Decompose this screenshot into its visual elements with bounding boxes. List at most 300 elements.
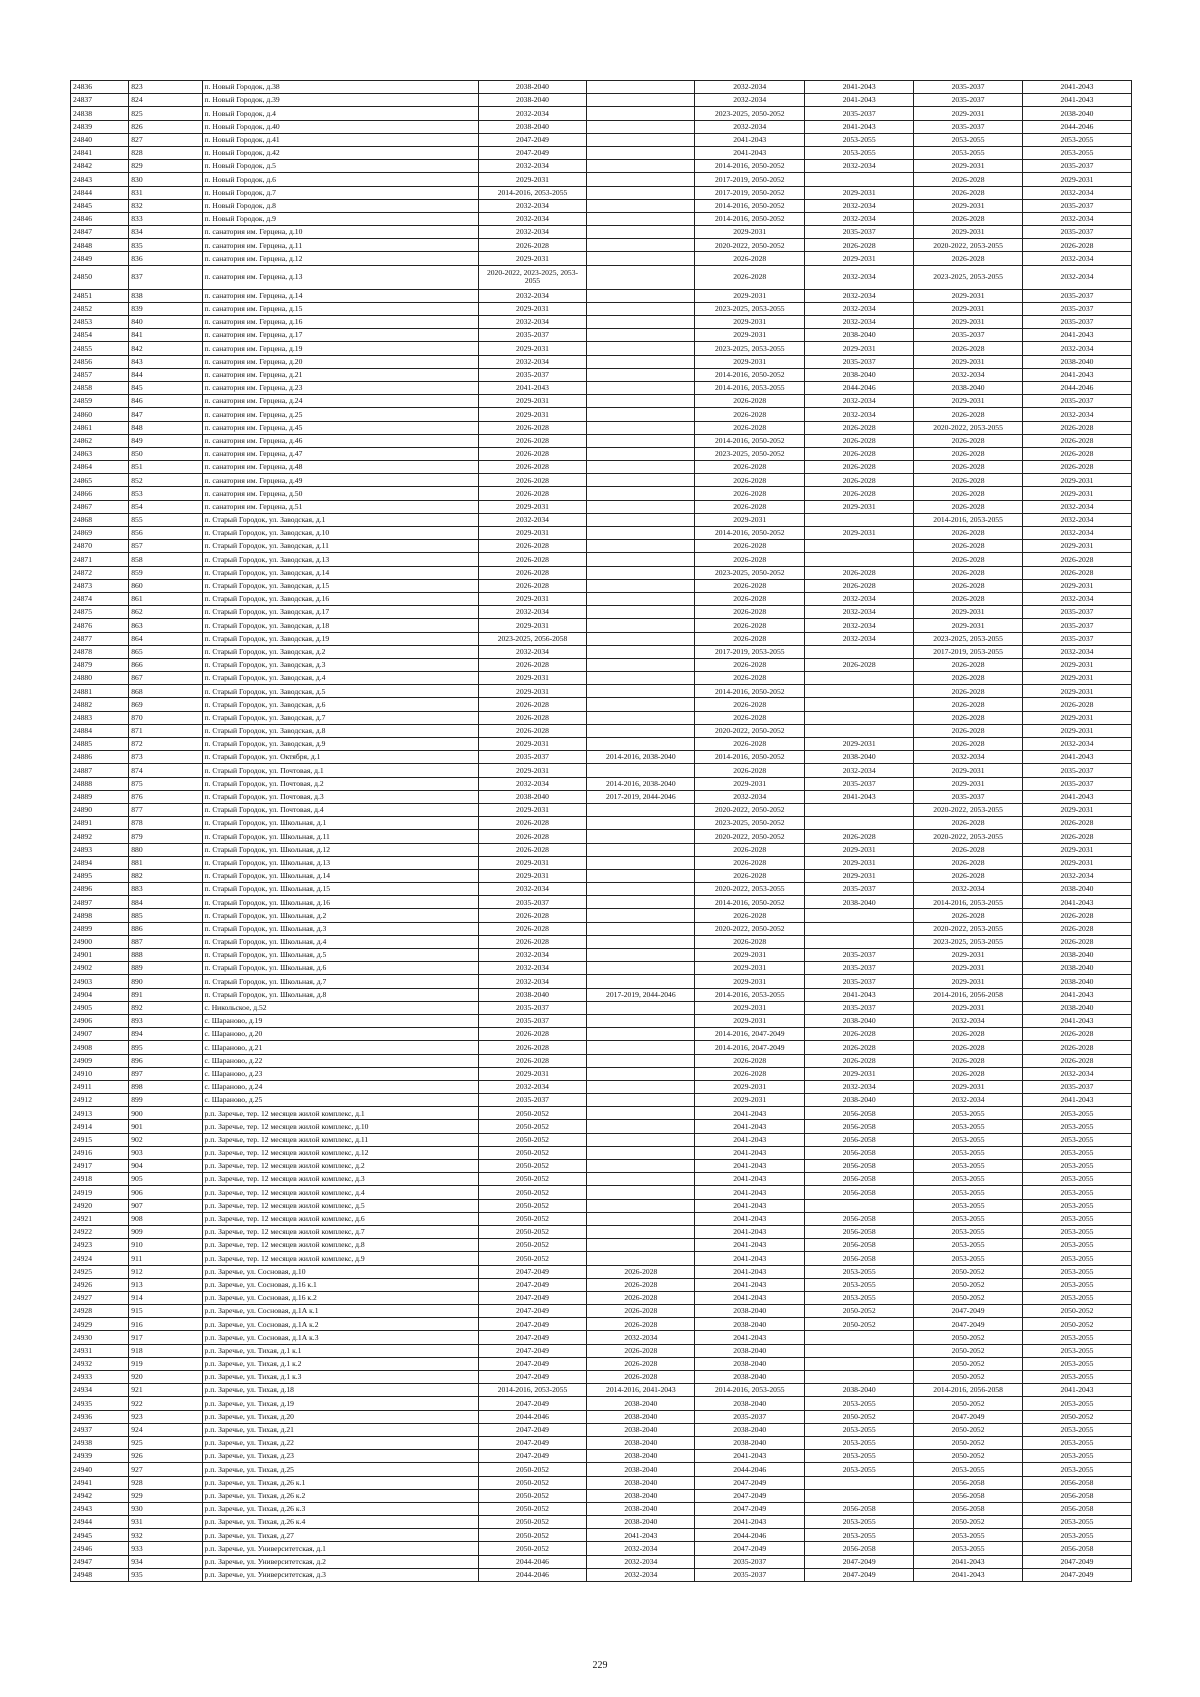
period-6-cell: 2041-2043 xyxy=(1023,81,1132,94)
period-2-cell xyxy=(587,487,695,500)
period-5-cell: 2050-2052 xyxy=(914,1423,1023,1436)
item-number-cell: 922 xyxy=(129,1397,202,1410)
address-cell: п. Старый Городок, ул. Заводская, д.11 xyxy=(202,540,478,553)
period-1-cell: 2026-2028 xyxy=(478,1054,587,1067)
period-5-cell: 2053-2055 xyxy=(914,1120,1023,1133)
item-number-cell: 903 xyxy=(129,1146,202,1159)
period-1-cell: 2047-2049 xyxy=(478,1305,587,1318)
item-number-cell: 861 xyxy=(129,592,202,605)
period-1-cell: 2032-2034 xyxy=(478,199,587,212)
item-number-cell: 891 xyxy=(129,988,202,1001)
period-3-cell: 2047-2049 xyxy=(695,1502,805,1515)
address-cell: п. Старый Городок, ул. Школьная, д.2 xyxy=(202,909,478,922)
period-1-cell: 2029-2031 xyxy=(478,592,587,605)
row-id-cell: 24937 xyxy=(71,1423,129,1436)
period-3-cell: 2014-2016, 2053-2055 xyxy=(695,988,805,1001)
row-id-cell: 24912 xyxy=(71,1094,129,1107)
period-2-cell xyxy=(587,606,695,619)
address-cell: р.п. Заречье, ул. Тихая, д.22 xyxy=(202,1436,478,1449)
row-id-cell: 24859 xyxy=(71,395,129,408)
address-cell: п. санатория им. Герцена, д.25 xyxy=(202,408,478,421)
address-cell: п. санатория им. Герцена, д.23 xyxy=(202,381,478,394)
period-5-cell: 2035-2037 xyxy=(914,329,1023,342)
table-row xyxy=(71,107,1132,120)
period-3-cell: 2041-2043 xyxy=(695,1331,805,1344)
row-id-cell: 24863 xyxy=(71,447,129,460)
table-row xyxy=(71,777,1132,790)
row-id-cell: 24911 xyxy=(71,1080,129,1093)
row-id-cell: 24873 xyxy=(71,579,129,592)
period-2-cell xyxy=(587,540,695,553)
table-row xyxy=(71,579,1132,592)
table-row xyxy=(71,1436,1132,1449)
period-4-cell: 2056-2058 xyxy=(805,1225,914,1238)
row-id-cell: 24850 xyxy=(71,265,129,289)
address-cell: р.п. Заречье, ул. Тихая, д.26 к.2 xyxy=(202,1489,478,1502)
period-4-cell: 2056-2058 xyxy=(805,1160,914,1173)
item-number-cell: 923 xyxy=(129,1410,202,1423)
item-number-cell: 906 xyxy=(129,1186,202,1199)
period-2-cell xyxy=(587,1133,695,1146)
address-cell: п. Старый Городок, ул. Заводская, д.6 xyxy=(202,698,478,711)
period-6-cell: 2041-2043 xyxy=(1023,751,1132,764)
period-4-cell: 2038-2040 xyxy=(805,1094,914,1107)
address-cell: п. Новый Городок, д.38 xyxy=(202,81,478,94)
period-5-cell: 2035-2037 xyxy=(914,81,1023,94)
period-6-cell: 2029-2031 xyxy=(1023,173,1132,186)
period-6-cell: 2026-2028 xyxy=(1023,461,1132,474)
period-4-cell: 2029-2031 xyxy=(805,527,914,540)
address-cell: р.п. Заречье, тер. 12 месяцев жилой комплекс, д.9 xyxy=(202,1252,478,1265)
period-5-cell: 2056-2058 xyxy=(914,1489,1023,1502)
row-id-cell: 24854 xyxy=(71,329,129,342)
row-id-cell: 24852 xyxy=(71,302,129,315)
item-number-cell: 893 xyxy=(129,1014,202,1027)
period-5-cell: 2020-2022, 2053-2055 xyxy=(914,830,1023,843)
period-6-cell: 2053-2055 xyxy=(1023,1529,1132,1542)
period-2-cell xyxy=(587,592,695,605)
row-id-cell: 24910 xyxy=(71,1067,129,1080)
period-3-cell: 2029-2031 xyxy=(695,1094,805,1107)
period-6-cell: 2032-2034 xyxy=(1023,265,1132,289)
period-2-cell xyxy=(587,160,695,173)
period-2-cell xyxy=(587,226,695,239)
item-number-cell: 915 xyxy=(129,1305,202,1318)
address-cell: п. санатория им. Герцена, д.12 xyxy=(202,252,478,265)
period-1-cell: 2014-2016, 2053-2055 xyxy=(478,1384,587,1397)
row-id-cell: 24906 xyxy=(71,1014,129,1027)
period-1-cell: 2050-2052 xyxy=(478,1212,587,1225)
period-3-cell: 2017-2019, 2050-2052 xyxy=(695,186,805,199)
row-id-cell: 24841 xyxy=(71,146,129,159)
table-row xyxy=(71,421,1132,434)
period-3-cell: 2023-2025, 2053-2055 xyxy=(695,302,805,315)
item-number-cell: 921 xyxy=(129,1384,202,1397)
period-4-cell: 2026-2028 xyxy=(805,1041,914,1054)
period-2-cell xyxy=(587,434,695,447)
period-4-cell: 2053-2055 xyxy=(805,1423,914,1436)
table-row xyxy=(71,316,1132,329)
address-cell: п. Старый Городок, ул. Заводская, д.4 xyxy=(202,672,478,685)
period-6-cell: 2053-2055 xyxy=(1023,1265,1132,1278)
row-id-cell: 24862 xyxy=(71,434,129,447)
period-2-cell xyxy=(587,1160,695,1173)
period-4-cell: 2050-2052 xyxy=(805,1305,914,1318)
period-1-cell: 2044-2046 xyxy=(478,1555,587,1568)
table-row xyxy=(71,1054,1132,1067)
period-6-cell: 2038-2040 xyxy=(1023,883,1132,896)
period-6-cell: 2035-2037 xyxy=(1023,777,1132,790)
table-row xyxy=(71,1265,1132,1278)
period-5-cell: 2053-2055 xyxy=(914,1146,1023,1159)
table-row xyxy=(71,724,1132,737)
address-cell: р.п. Заречье, ул. Тихая, д.1 к.3 xyxy=(202,1371,478,1384)
period-4-cell xyxy=(805,935,914,948)
address-cell: п. Старый Городок, ул. Школьная, д.14 xyxy=(202,869,478,882)
period-2-cell: 2038-2040 xyxy=(587,1410,695,1423)
period-4-cell: 2044-2046 xyxy=(805,381,914,394)
table-row xyxy=(71,1239,1132,1252)
period-3-cell: 2038-2040 xyxy=(695,1357,805,1370)
period-6-cell: 2029-2031 xyxy=(1023,672,1132,685)
period-1-cell: 2020-2022, 2023-2025, 2053-2055 xyxy=(478,265,587,289)
row-id-cell: 24882 xyxy=(71,698,129,711)
address-cell: р.п. Заречье, ул. Сосновая, д.1А к.1 xyxy=(202,1305,478,1318)
row-id-cell: 24923 xyxy=(71,1239,129,1252)
period-4-cell: 2035-2037 xyxy=(805,962,914,975)
period-5-cell: 2047-2049 xyxy=(914,1305,1023,1318)
item-number-cell: 924 xyxy=(129,1423,202,1436)
period-2-cell xyxy=(587,830,695,843)
period-3-cell: 2035-2037 xyxy=(695,1555,805,1568)
table-row xyxy=(71,1107,1132,1120)
row-id-cell: 24839 xyxy=(71,120,129,133)
address-cell: п. санатория им. Герцена, д.24 xyxy=(202,395,478,408)
period-1-cell: 2038-2040 xyxy=(478,790,587,803)
item-number-cell: 837 xyxy=(129,265,202,289)
period-3-cell: 2026-2028 xyxy=(695,474,805,487)
period-2-cell xyxy=(587,252,695,265)
address-cell: п. Старый Городок, ул. Заводская, д.15 xyxy=(202,579,478,592)
table-row xyxy=(71,1291,1132,1304)
period-2-cell: 2041-2043 xyxy=(587,1529,695,1542)
period-6-cell: 2053-2055 xyxy=(1023,1331,1132,1344)
period-6-cell: 2029-2031 xyxy=(1023,579,1132,592)
table-row xyxy=(71,1450,1132,1463)
row-id-cell: 24938 xyxy=(71,1436,129,1449)
period-6-cell: 2029-2031 xyxy=(1023,803,1132,816)
period-5-cell: 2056-2058 xyxy=(914,1502,1023,1515)
period-1-cell: 2032-2034 xyxy=(478,949,587,962)
period-6-cell: 2053-2055 xyxy=(1023,1225,1132,1238)
item-number-cell: 919 xyxy=(129,1357,202,1370)
period-3-cell: 2044-2046 xyxy=(695,1529,805,1542)
period-2-cell xyxy=(587,883,695,896)
address-cell: р.п. Заречье, тер. 12 месяцев жилой комплекс, д.10 xyxy=(202,1120,478,1133)
period-2-cell xyxy=(587,120,695,133)
table-row xyxy=(71,1173,1132,1186)
item-number-cell: 859 xyxy=(129,566,202,579)
period-1-cell: 2026-2028 xyxy=(478,461,587,474)
period-1-cell: 2026-2028 xyxy=(478,474,587,487)
period-1-cell: 2050-2052 xyxy=(478,1186,587,1199)
period-2-cell xyxy=(587,1094,695,1107)
period-5-cell: 2029-2031 xyxy=(914,949,1023,962)
address-cell: п. Старый Городок, ул. Школьная, д.4 xyxy=(202,935,478,948)
period-1-cell: 2047-2049 xyxy=(478,1436,587,1449)
row-id-cell: 24888 xyxy=(71,777,129,790)
period-5-cell: 2029-2031 xyxy=(914,777,1023,790)
period-3-cell: 2029-2031 xyxy=(695,329,805,342)
row-id-cell: 24902 xyxy=(71,962,129,975)
address-cell: р.п. Заречье, ул. Тихая, д.1 к.1 xyxy=(202,1344,478,1357)
period-1-cell: 2038-2040 xyxy=(478,120,587,133)
period-6-cell: 2053-2055 xyxy=(1023,1423,1132,1436)
table-row xyxy=(71,632,1132,645)
period-4-cell: 2032-2034 xyxy=(805,212,914,225)
period-2-cell xyxy=(587,500,695,513)
period-4-cell: 2032-2034 xyxy=(805,408,914,421)
period-2-cell xyxy=(587,1146,695,1159)
period-6-cell: 2032-2034 xyxy=(1023,645,1132,658)
period-5-cell: 2026-2028 xyxy=(914,711,1023,724)
period-5-cell: 2029-2031 xyxy=(914,199,1023,212)
period-2-cell xyxy=(587,186,695,199)
item-number-cell: 852 xyxy=(129,474,202,487)
period-1-cell: 2032-2034 xyxy=(478,212,587,225)
item-number-cell: 931 xyxy=(129,1516,202,1529)
period-2-cell xyxy=(587,265,695,289)
row-id-cell: 24893 xyxy=(71,843,129,856)
period-6-cell: 2047-2049 xyxy=(1023,1555,1132,1568)
period-6-cell: 2035-2037 xyxy=(1023,289,1132,302)
period-1-cell: 2050-2052 xyxy=(478,1225,587,1238)
item-number-cell: 840 xyxy=(129,316,202,329)
period-5-cell: 2038-2040 xyxy=(914,381,1023,394)
row-id-cell: 24915 xyxy=(71,1133,129,1146)
period-3-cell: 2041-2043 xyxy=(695,1225,805,1238)
period-5-cell: 2029-2031 xyxy=(914,606,1023,619)
table-row xyxy=(71,1001,1132,1014)
period-4-cell: 2050-2052 xyxy=(805,1410,914,1423)
period-6-cell: 2029-2031 xyxy=(1023,724,1132,737)
address-cell: п. Новый Городок, д.41 xyxy=(202,133,478,146)
period-1-cell: 2029-2031 xyxy=(478,764,587,777)
table-row xyxy=(71,764,1132,777)
period-4-cell xyxy=(805,645,914,658)
table-row xyxy=(71,645,1132,658)
item-number-cell: 858 xyxy=(129,553,202,566)
item-number-cell: 905 xyxy=(129,1173,202,1186)
period-6-cell: 2056-2058 xyxy=(1023,1502,1132,1515)
table-row xyxy=(71,265,1132,289)
item-number-cell: 894 xyxy=(129,1028,202,1041)
period-4-cell: 2026-2028 xyxy=(805,830,914,843)
address-cell: р.п. Заречье, ул. Университетская, д.3 xyxy=(202,1568,478,1581)
period-6-cell: 2038-2040 xyxy=(1023,949,1132,962)
period-1-cell: 2032-2034 xyxy=(478,645,587,658)
period-2-cell xyxy=(587,645,695,658)
table-row xyxy=(71,922,1132,935)
address-cell: п. Старый Городок, ул. Школьная, д.11 xyxy=(202,830,478,843)
period-4-cell: 2032-2034 xyxy=(805,302,914,315)
row-id-cell: 24889 xyxy=(71,790,129,803)
row-id-cell: 24908 xyxy=(71,1041,129,1054)
table-row xyxy=(71,434,1132,447)
item-number-cell: 913 xyxy=(129,1278,202,1291)
period-6-cell: 2026-2028 xyxy=(1023,239,1132,252)
period-4-cell: 2032-2034 xyxy=(805,1080,914,1093)
period-2-cell xyxy=(587,909,695,922)
period-2-cell xyxy=(587,212,695,225)
period-5-cell: 2026-2028 xyxy=(914,540,1023,553)
address-cell: п. Старый Городок, ул. Почтовая, д.3 xyxy=(202,790,478,803)
period-4-cell: 2026-2028 xyxy=(805,239,914,252)
item-number-cell: 911 xyxy=(129,1252,202,1265)
period-4-cell: 2056-2058 xyxy=(805,1186,914,1199)
period-5-cell: 2029-2031 xyxy=(914,619,1023,632)
row-id-cell: 24927 xyxy=(71,1291,129,1304)
address-cell: с. Шараново, д.19 xyxy=(202,1014,478,1027)
row-id-cell: 24900 xyxy=(71,935,129,948)
period-6-cell: 2056-2058 xyxy=(1023,1542,1132,1555)
period-4-cell: 2050-2052 xyxy=(805,1318,914,1331)
period-1-cell: 2038-2040 xyxy=(478,94,587,107)
row-id-cell: 24907 xyxy=(71,1028,129,1041)
address-cell: р.п. Заречье, ул. Тихая, д.23 xyxy=(202,1450,478,1463)
period-5-cell: 2053-2055 xyxy=(914,1133,1023,1146)
item-number-cell: 885 xyxy=(129,909,202,922)
period-6-cell: 2029-2031 xyxy=(1023,540,1132,553)
item-number-cell: 918 xyxy=(129,1344,202,1357)
address-cell: р.п. Заречье, тер. 12 месяцев жилой комплекс, д.1 xyxy=(202,1107,478,1120)
row-id-cell: 24919 xyxy=(71,1186,129,1199)
period-6-cell: 2026-2028 xyxy=(1023,935,1132,948)
row-id-cell: 24943 xyxy=(71,1502,129,1515)
row-id-cell: 24836 xyxy=(71,81,129,94)
period-3-cell: 2026-2028 xyxy=(695,606,805,619)
period-4-cell xyxy=(805,513,914,526)
table-row xyxy=(71,1463,1132,1476)
address-cell: р.п. Заречье, ул. Университетская, д.1 xyxy=(202,1542,478,1555)
period-6-cell: 2041-2043 xyxy=(1023,1094,1132,1107)
address-cell: п. Старый Городок, ул. Заводская, д.13 xyxy=(202,553,478,566)
period-2-cell xyxy=(587,1001,695,1014)
period-1-cell: 2026-2028 xyxy=(478,935,587,948)
period-1-cell: 2029-2031 xyxy=(478,173,587,186)
address-cell: п. Старый Городок, ул. Школьная, д.13 xyxy=(202,856,478,869)
row-id-cell: 24942 xyxy=(71,1489,129,1502)
period-3-cell: 2041-2043 xyxy=(695,1120,805,1133)
item-number-cell: 879 xyxy=(129,830,202,843)
period-4-cell: 2026-2028 xyxy=(805,487,914,500)
period-6-cell: 2029-2031 xyxy=(1023,843,1132,856)
address-cell: р.п. Заречье, тер. 12 месяцев жилой комплекс, д.8 xyxy=(202,1239,478,1252)
period-4-cell: 2029-2031 xyxy=(805,869,914,882)
period-1-cell: 2047-2049 xyxy=(478,1450,587,1463)
period-1-cell: 2032-2034 xyxy=(478,777,587,790)
table-row xyxy=(71,1080,1132,1093)
period-3-cell: 2026-2028 xyxy=(695,1054,805,1067)
item-number-cell: 871 xyxy=(129,724,202,737)
period-2-cell xyxy=(587,461,695,474)
period-4-cell: 2041-2043 xyxy=(805,81,914,94)
row-id-cell: 24899 xyxy=(71,922,129,935)
period-6-cell: 2050-2052 xyxy=(1023,1318,1132,1331)
table-row xyxy=(71,1489,1132,1502)
item-number-cell: 928 xyxy=(129,1476,202,1489)
period-1-cell: 2047-2049 xyxy=(478,1357,587,1370)
address-cell: п. Старый Городок, ул. Заводская, д.1 xyxy=(202,513,478,526)
period-3-cell: 2026-2028 xyxy=(695,909,805,922)
period-2-cell xyxy=(587,1173,695,1186)
period-5-cell: 2026-2028 xyxy=(914,474,1023,487)
period-5-cell: 2047-2049 xyxy=(914,1410,1023,1423)
period-3-cell: 2029-2031 xyxy=(695,316,805,329)
address-cell: п. Старый Городок, ул. Школьная, д.1 xyxy=(202,817,478,830)
period-1-cell: 2050-2052 xyxy=(478,1160,587,1173)
table-row xyxy=(71,94,1132,107)
period-4-cell xyxy=(805,1357,914,1370)
item-number-cell: 920 xyxy=(129,1371,202,1384)
period-4-cell: 2038-2040 xyxy=(805,1384,914,1397)
item-number-cell: 874 xyxy=(129,764,202,777)
period-3-cell: 2026-2028 xyxy=(695,592,805,605)
table-row xyxy=(71,1252,1132,1265)
address-cell: п. Старый Городок, ул. Заводская, д.7 xyxy=(202,711,478,724)
period-4-cell xyxy=(805,672,914,685)
table-row xyxy=(71,711,1132,724)
address-cell: с. Шараново, д.22 xyxy=(202,1054,478,1067)
period-6-cell: 2053-2055 xyxy=(1023,1107,1132,1120)
period-5-cell: 2026-2028 xyxy=(914,843,1023,856)
row-id-cell: 24847 xyxy=(71,226,129,239)
table-row xyxy=(71,553,1132,566)
period-5-cell: 2029-2031 xyxy=(914,226,1023,239)
period-6-cell: 2035-2037 xyxy=(1023,160,1132,173)
row-id-cell: 24878 xyxy=(71,645,129,658)
period-6-cell: 2032-2034 xyxy=(1023,500,1132,513)
period-6-cell: 2047-2049 xyxy=(1023,1568,1132,1581)
period-2-cell: 2026-2028 xyxy=(587,1265,695,1278)
period-3-cell: 2014-2016, 2047-2049 xyxy=(695,1028,805,1041)
period-1-cell: 2032-2034 xyxy=(478,606,587,619)
period-3-cell: 2026-2028 xyxy=(695,672,805,685)
period-4-cell: 2029-2031 xyxy=(805,342,914,355)
period-6-cell: 2035-2037 xyxy=(1023,395,1132,408)
period-5-cell: 2053-2055 xyxy=(914,1199,1023,1212)
period-4-cell xyxy=(805,1371,914,1384)
row-id-cell: 24843 xyxy=(71,173,129,186)
period-6-cell: 2026-2028 xyxy=(1023,698,1132,711)
period-6-cell: 2053-2055 xyxy=(1023,1120,1132,1133)
period-3-cell: 2023-2025, 2053-2055 xyxy=(695,342,805,355)
period-6-cell: 2026-2028 xyxy=(1023,434,1132,447)
period-4-cell: 2041-2043 xyxy=(805,790,914,803)
period-2-cell xyxy=(587,896,695,909)
period-5-cell: 2053-2055 xyxy=(914,133,1023,146)
row-id-cell: 24853 xyxy=(71,316,129,329)
period-3-cell: 2023-2025, 2050-2052 xyxy=(695,566,805,579)
row-id-cell: 24913 xyxy=(71,1107,129,1120)
period-6-cell: 2035-2037 xyxy=(1023,199,1132,212)
address-cell: п. Старый Городок, ул. Школьная, д.5 xyxy=(202,949,478,962)
period-2-cell xyxy=(587,579,695,592)
table-row xyxy=(71,896,1132,909)
row-id-cell: 24895 xyxy=(71,869,129,882)
period-1-cell: 2026-2028 xyxy=(478,239,587,252)
row-id-cell: 24866 xyxy=(71,487,129,500)
